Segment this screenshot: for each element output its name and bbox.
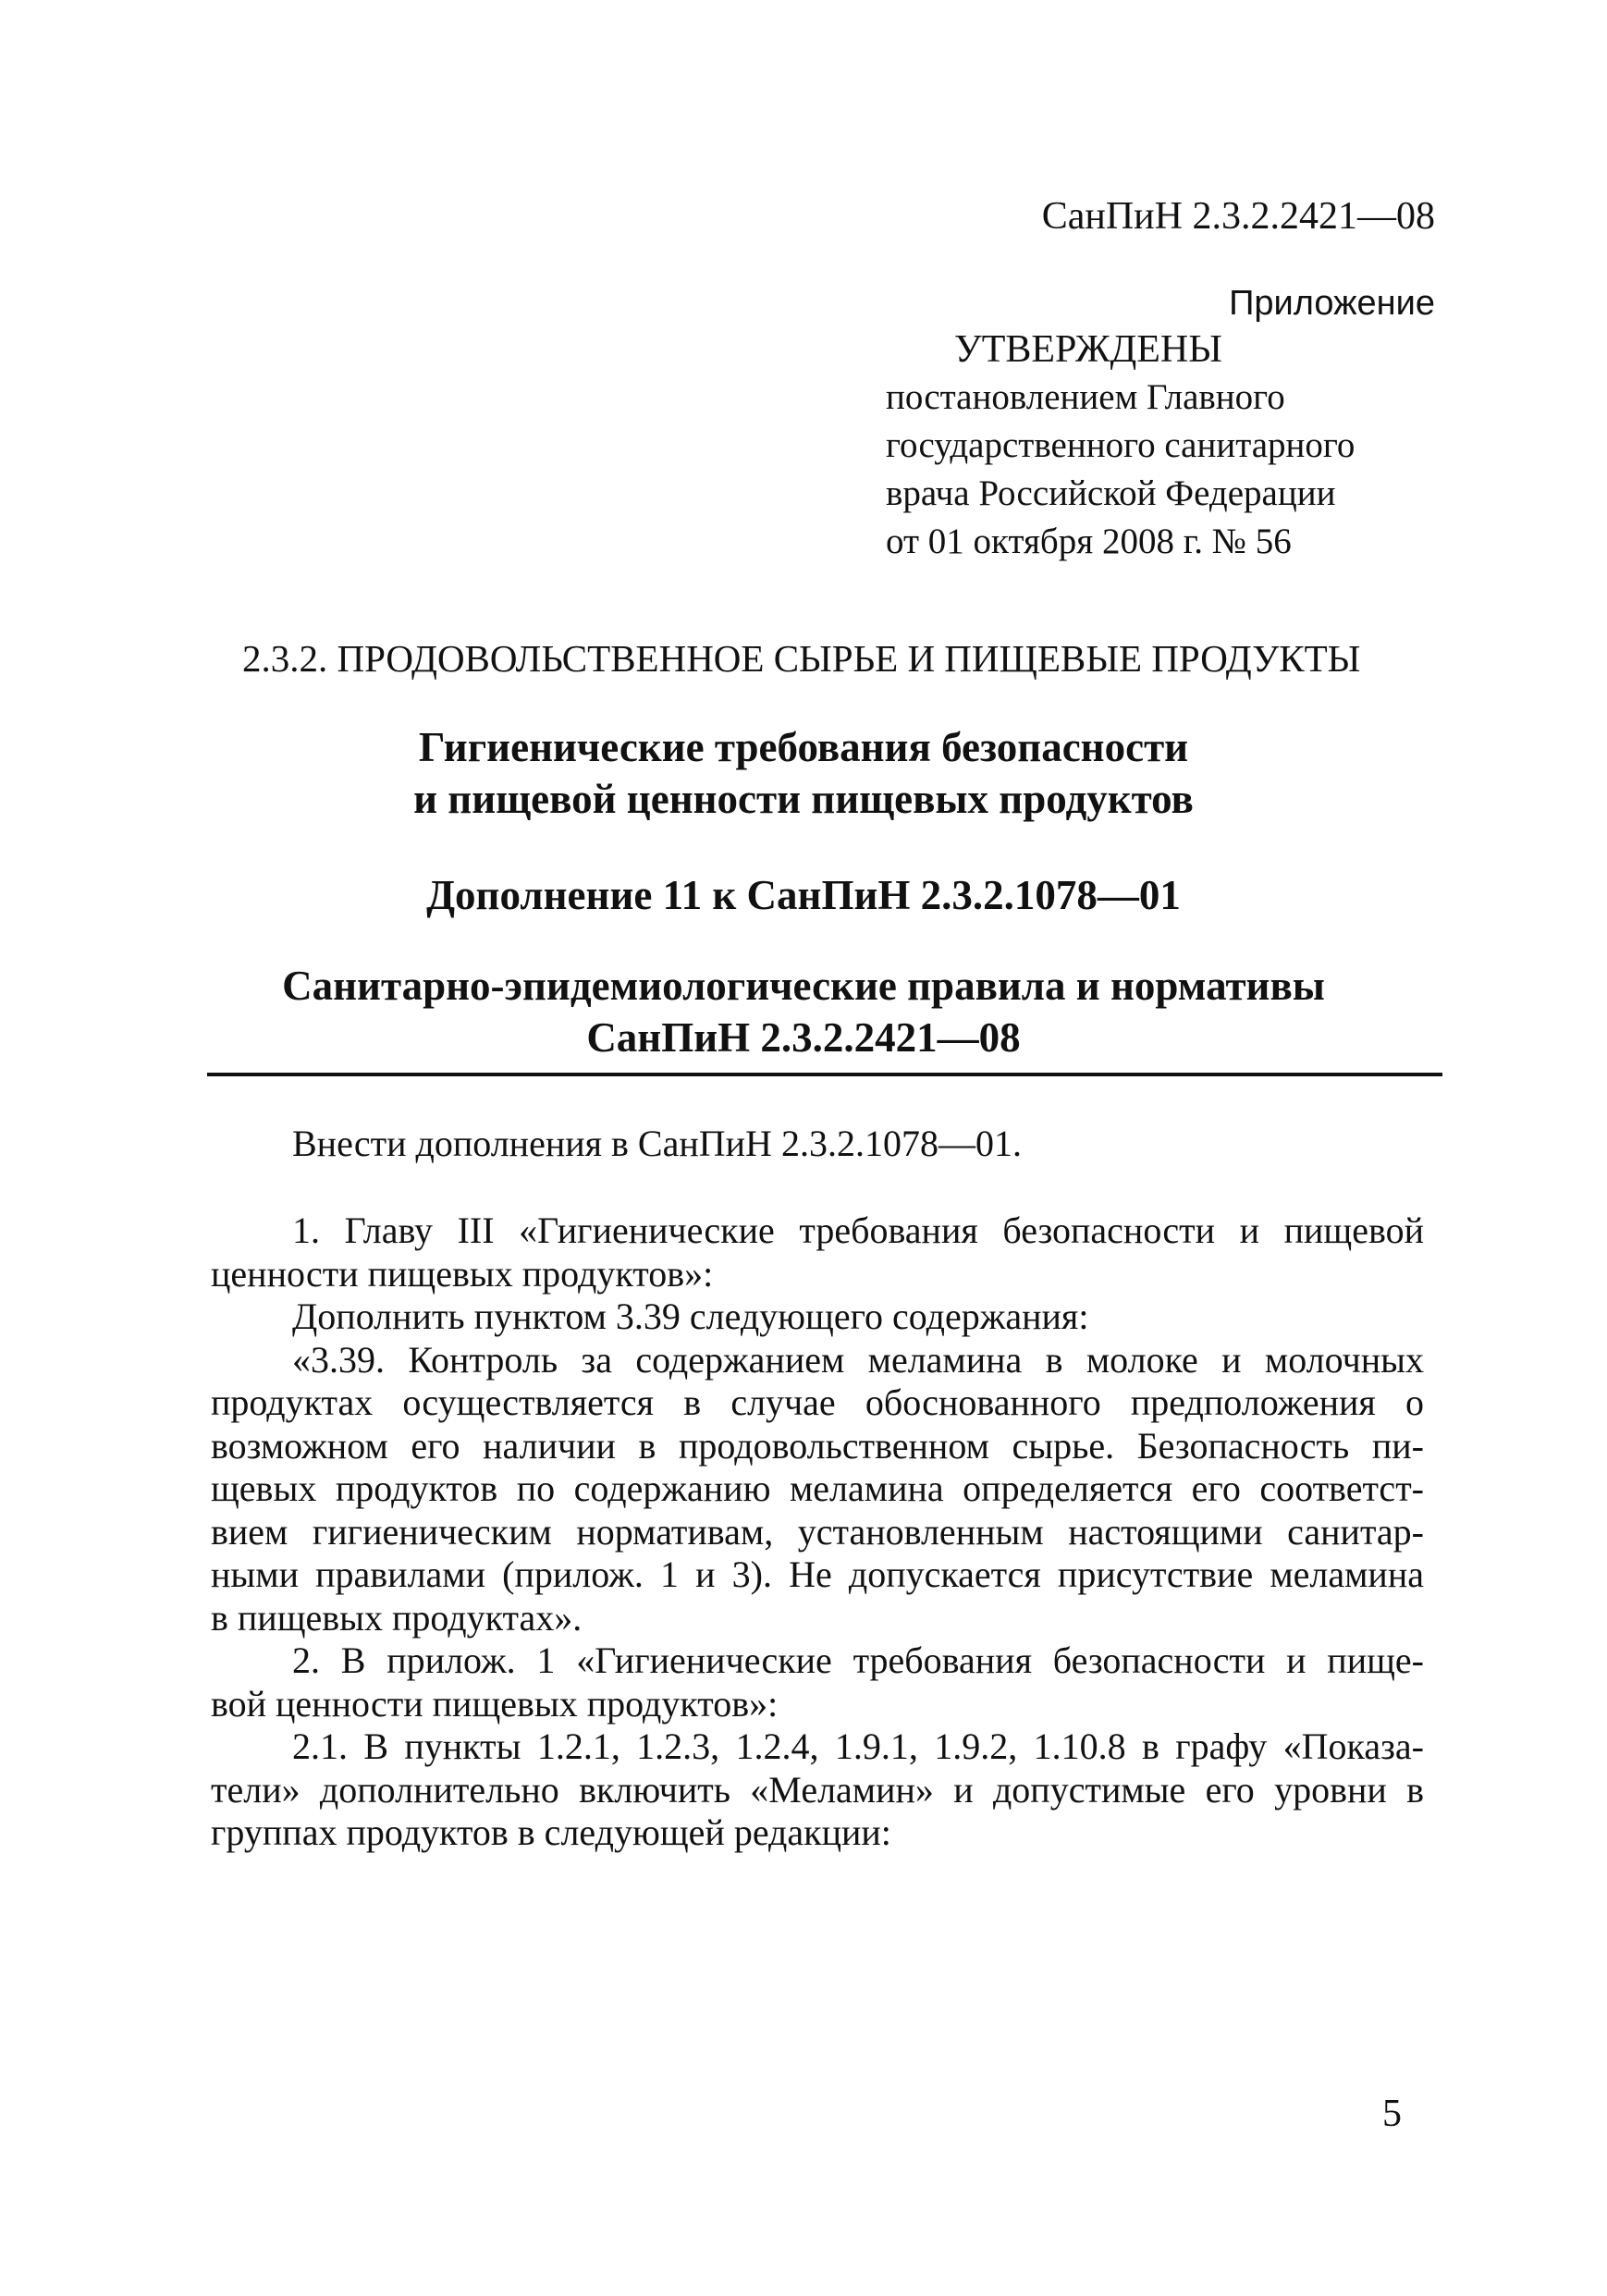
body-line: щевых продуктов по содержанию меламина определяется его соответст- (211, 1467, 1424, 1509)
horizontal-rule (207, 1073, 1442, 1076)
section-heading: 2.3.2. ПРОДОВОЛЬСТВЕННОЕ СЫРЬЕ И ПИЩЕВЫЕ ПРОДУКТЫ (242, 637, 1361, 680)
document-title-line: Гигиенические требования безопасности (418, 724, 1189, 770)
intro-paragraph: Внести дополнения в СанПиН 2.3.2.1078—01. (292, 1123, 1022, 1164)
approved-title: УТВЕРЖДЕНЫ (954, 328, 1222, 371)
approval-line: от 01 октября 2008 г. № 56 (886, 522, 1292, 561)
body-line: 1. Главу III «Гигиенические требования безопасности и пищевой (292, 1209, 1424, 1251)
rules-subtitle (0, 960, 1607, 1063)
body-line: Дополнить пунктом 3.39 следующего содержания: (292, 1295, 1089, 1337)
document-code: СанПиН 2.3.2.2421—08 (1041, 195, 1435, 238)
body-line: продуктах осуществляется в случае обоснованного предположения о (211, 1381, 1424, 1423)
rules-subtitle-line: СанПиН 2.3.2.2421—08 (586, 1014, 1021, 1061)
document-title-line: и пищевой ценности пищевых продуктов (413, 776, 1194, 822)
body-line: ными правилами (прилож. 1 и 3). Не допускается присутствие меламина (211, 1553, 1424, 1595)
body-line: вой ценности пищевых продуктов»: (211, 1682, 779, 1725)
body-line: группах продуктов в следующей редакции: (211, 1811, 891, 1853)
annex-label: Приложение (1229, 284, 1435, 323)
body-line: 2.1. В пункты 1.2.1, 1.2.3, 1.2.4, 1.9.1, 1.9.2, 1.10.8 в графу «Показа- (292, 1725, 1424, 1767)
document-title (0, 721, 1607, 825)
body-text (211, 1209, 1424, 1855)
rules-subtitle-line: Санитарно-эпидемиологические правила и нормативы (282, 963, 1325, 1009)
body-line: возможном его наличии в продовольственном сырье. Безопасность пи- (211, 1424, 1424, 1467)
approval-block (886, 325, 1459, 566)
body-line: ценности пищевых продуктов»: (211, 1252, 714, 1295)
approval-line: государственного санитарного (886, 425, 1356, 465)
supplement-title: Дополнение 11 к СанПиН 2.3.2.1078—01 (426, 872, 1181, 918)
body-line: тели» дополнительно включить «Меламин» и допустимые его уровни в (211, 1768, 1424, 1811)
approval-line: постановлением Главного (886, 377, 1285, 417)
body-line: «3.39. Контроль за содержанием меламина в молоке и молочных (292, 1338, 1424, 1381)
body-line: вием гигиеническим нормативам, установленным настоящими санитар- (211, 1510, 1424, 1553)
body-line: 2. В прилож. 1 «Гигиенические требования безопасности и пище- (292, 1639, 1424, 1681)
approval-line: врача Российской Федерации (886, 473, 1336, 513)
body-line: в пищевых продуктах». (211, 1596, 583, 1639)
page-number: 5 (1382, 2093, 1402, 2135)
